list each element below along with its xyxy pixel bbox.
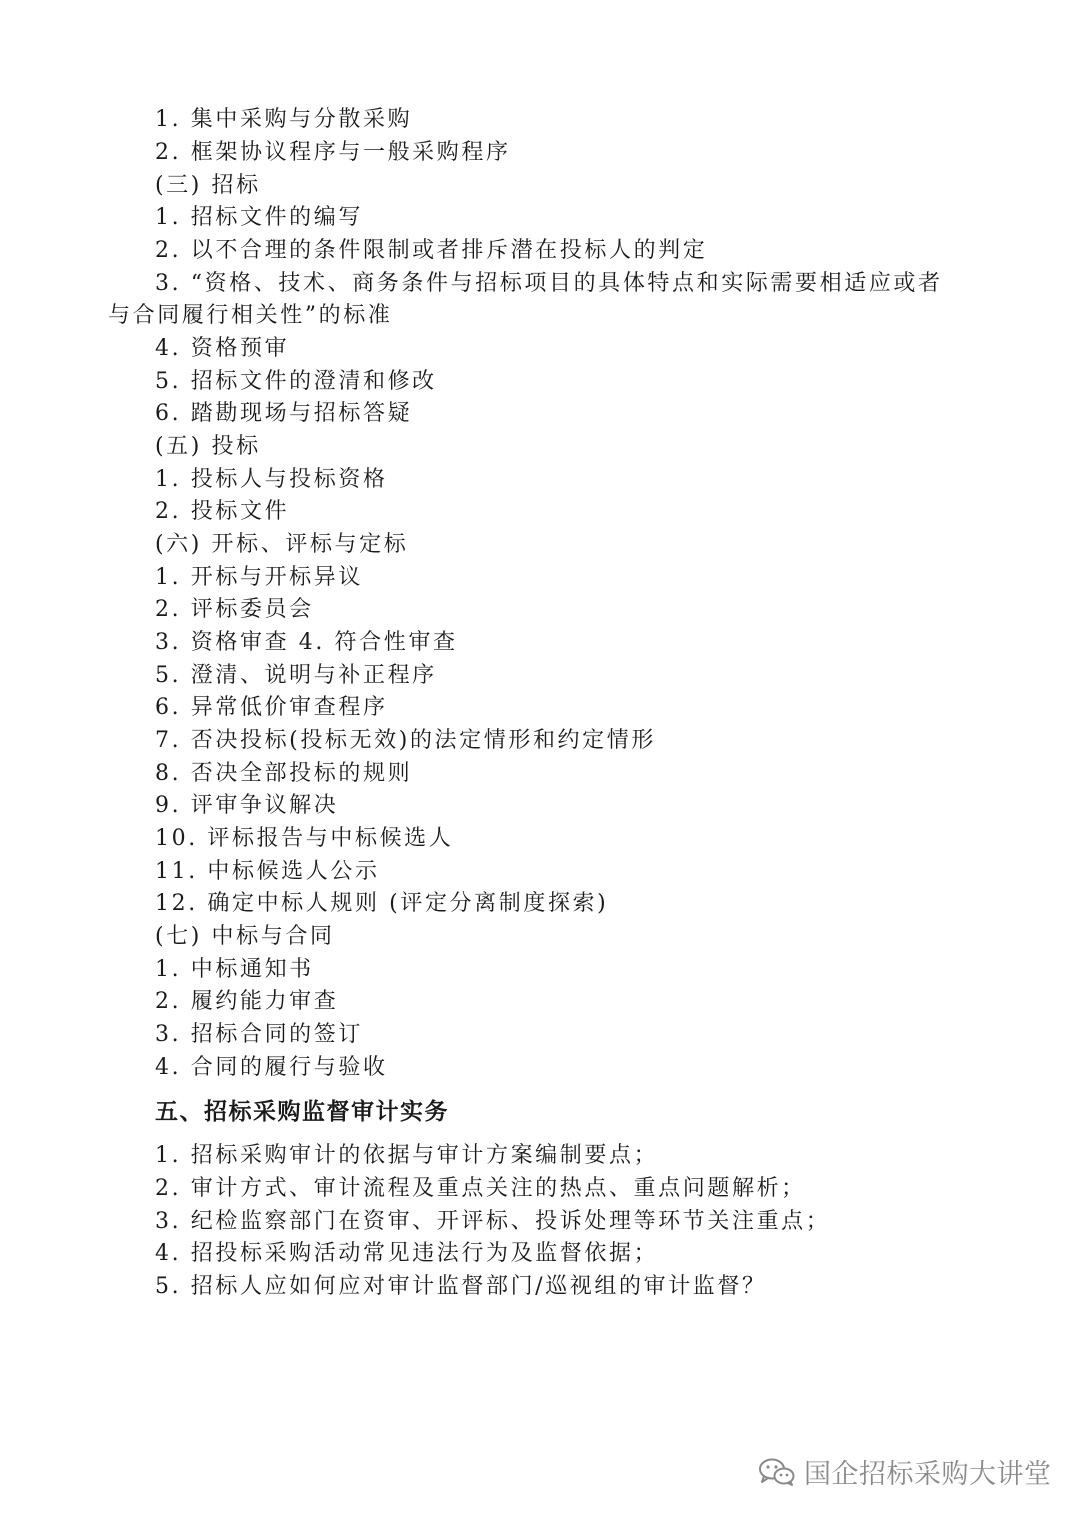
list-item: 2. 投标文件 bbox=[155, 499, 290, 524]
list-item: 2. 以不合理的条件限制或者排斥潜在投标人的判定 bbox=[155, 238, 708, 263]
watermark bbox=[758, 1452, 1052, 1491]
list-item: 10. 评标报告与中标候选人 bbox=[155, 826, 454, 851]
list-item: 12. 确定中标人规则 (评定分离制度探索) bbox=[155, 891, 609, 916]
list-item: 2. 评标委员会 bbox=[155, 597, 314, 622]
list-item: 1. 开标与开标异议 bbox=[155, 565, 363, 590]
list-item: 2. 履约能力审查 bbox=[155, 989, 339, 1014]
list-item: 5. 澄清、说明与补正程序 bbox=[155, 663, 437, 688]
list-item: 3. 资格审查 4. 符合性审查 bbox=[155, 630, 458, 655]
subsection-title: (三) 招标 bbox=[155, 173, 261, 198]
section-item: 1. 招标采购审计的依据与审计方案编制要点； bbox=[155, 1143, 659, 1168]
list-item: 7. 否决投标(投标无效)的法定情形和约定情形 bbox=[155, 728, 656, 753]
watermark-text: 国企招标采购大讲堂 bbox=[804, 1459, 1052, 1490]
list-item: 11. 中标候选人公示 bbox=[155, 859, 380, 884]
list-item: 1. 投标人与投标资格 bbox=[155, 467, 388, 492]
list-item: 5. 招标文件的澄清和修改 bbox=[155, 369, 437, 394]
list-item: 6. 异常低价审查程序 bbox=[155, 695, 388, 720]
wechat-icon bbox=[758, 1457, 796, 1487]
section-item: 4. 招投标采购活动常见违法行为及监督依据； bbox=[155, 1241, 659, 1266]
subsection-title: (六) 开标、评标与定标 bbox=[155, 532, 409, 557]
list-item: 1. 集中采购与分散采购 bbox=[155, 107, 413, 132]
list-item: 2. 框架协议程序与一般采购程序 bbox=[155, 140, 511, 165]
list-item-continuation: 与合同履行相关性”的标准 bbox=[108, 303, 393, 328]
list-item: 3. 招标合同的签订 bbox=[155, 1022, 363, 1047]
subsection-title: (五) 投标 bbox=[155, 434, 261, 459]
section-item: 3. 纪检监察部门在资审、开评标、投诉处理等环节关注重点； bbox=[155, 1209, 831, 1234]
list-item: 9. 评审争议解决 bbox=[155, 793, 339, 818]
list-item: 1. 中标通知书 bbox=[155, 957, 314, 982]
section-heading: 五、招标采购监督审计实务 bbox=[155, 1099, 449, 1125]
list-item: 4. 资格预审 bbox=[155, 336, 290, 361]
list-item: 4. 合同的履行与验收 bbox=[155, 1055, 388, 1080]
subsection-title: (七) 中标与合同 bbox=[155, 924, 335, 949]
list-item: 3. “资格、技术、商务条件与招标项目的具体特点和实际需要相适应或者 bbox=[155, 271, 943, 296]
section-item: 5. 招标人应如何应对审计监督部门/巡视组的审计监督？ bbox=[155, 1274, 767, 1299]
list-item: 1. 招标文件的编写 bbox=[155, 205, 363, 230]
list-item: 6. 踏勘现场与招标答疑 bbox=[155, 401, 413, 426]
list-item: 8. 否决全部投标的规则 bbox=[155, 761, 413, 786]
section-item: 2. 审计方式、审计流程及重点关注的热点、重点问题解析； bbox=[155, 1176, 806, 1201]
